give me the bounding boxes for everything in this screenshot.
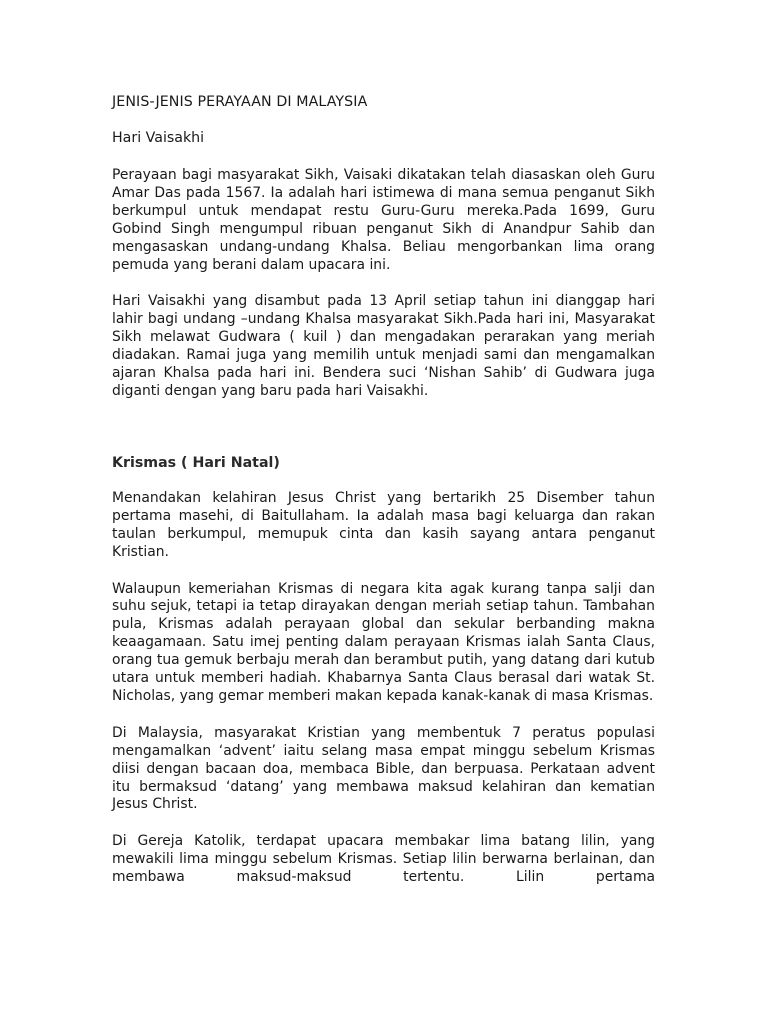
paragraph: Menandakan kelahiran Jesus Christ yang bertarikh 25 Disember tahun pertama masehi, di Baitullaham. Ia adalah masa bagi keluarga dan rakan taulan berkumpul, memupuk cinta dan kasih sayang antara penganut Kristian. (112, 489, 655, 560)
paragraph: Hari Vaisakhi yang disambut pada 13 April setiap tahun ini dianggap hari lahir bagi undang –undang Khalsa masyarakat Sikh.Pada hari ini, Masyarakat Sikh melawat Gudwara ( kuil ) dan mengadakan perarakan yang meriah diadakan. Ramai juga yang memilih untuk menjadi sami dan mengamalkan ajaran Khalsa pada hari ini. Bendera suci ‘Nishan Sahib’ di Gudwara juga diganti dengan yang baru pada hari Vaisakhi. (112, 293, 655, 399)
document-title: JENIS-JENIS PERAYAAN DI MALAYSIA (112, 94, 368, 110)
section-hari-vaisakhi (112, 128, 655, 401)
section-heading-vaisakhi: Hari Vaisakhi (112, 130, 205, 146)
paragraph: Walaupun kemeriahan Krismas di negara kita agak kurang tanpa salji dan suhu sejuk, tetapi ia tetap dirayakan dengan meriah setiap tahun. Tambahan pula, Krismas adalah perayaan global dan sekular berbanding makna keaagamaan. Satu imej penting dalam perayaan Krismas ialah Santa Claus, orang tua gemuk berbaju merah dan berambut putih, yang datang dari kutub utara untuk memberi hadiah. Khabarnya Santa Claus berasal dari watak St. Nicholas, yang gemar memberi makan kepada kanak-kanak di masa Krismas. (112, 580, 655, 704)
section-spacer (112, 420, 655, 453)
section-krismas (112, 453, 655, 887)
paragraph: Di Malaysia, masyarakat Kristian yang membentuk 7 peratus populasi mengamalkan ‘advent’ iaitu selang masa empat minggu sebelum Krismas diisi dengan bacaan doa, membaca Bible, dan berpuasa. Perkataan advent itu bermaksud ‘datang’ yang membawa maksud kelahiran dan kematian Jesus Christ. (112, 724, 655, 813)
section-heading-krismas: Krismas ( Hari Natal) (112, 454, 280, 471)
paragraph: Perayaan bagi masyarakat Sikh, Vaisaki dikatakan telah diasaskan oleh Guru Amar Das pada 1567. Ia adalah hari istimewa di mana semua penganut Sikh berkumpul untuk mendapat restu Guru-Guru mereka.Pada 1699, Guru Gobind Singh mengumpul ribuan penganut Sikh di Anandpur Sahib dan mengasaskan undang-undang Khalsa. Beliau mengorbankan lima orang pemuda yang berani dalam upacara ini. (112, 167, 655, 273)
paragraph: Di Gereja Katolik, terdapat upacara membakar lima batang lilin, yang mewakili lima minggu sebelum Krismas. Setiap lilin berwarna berlainan, dan membawa maksud-maksud tertentu. Lilin pertama (112, 833, 655, 886)
document-page (112, 92, 655, 906)
